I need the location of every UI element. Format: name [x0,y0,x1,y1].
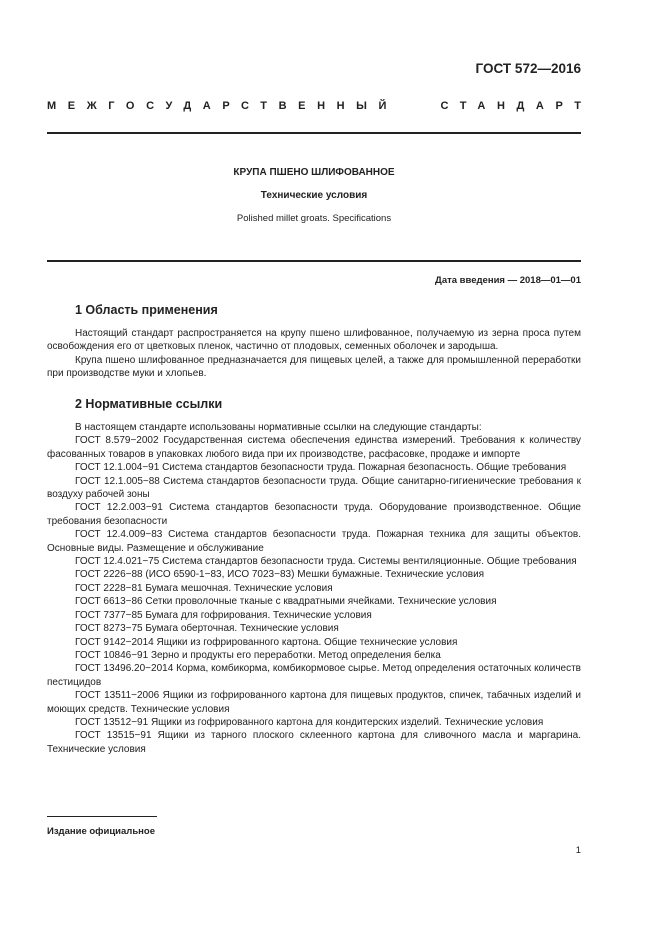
reference-item: ГОСТ 2226−88 (ИСО 6590-1−83, ИСО 7023−83) Мешки бумажные. Технические условия [75,569,485,581]
paragraph: Настоящий стандарт распространяется на крупу пшено шлифованное, получаемую из зерна проса путем освобождения его от цветковых пленок, частично от плодовых, семенных оболочек и зародыша. [47,328,581,353]
official-edition-note: Издание официальное [47,826,155,837]
reference-item: ГОСТ 10846−91 Зерно и продукты его переработки. Метод определения белка [75,649,441,661]
reference-item: ГОСТ 12.2.003−91 Система стандартов безопасности труда. Оборудование производственное. Общие требования безопасности [47,502,581,527]
reference-item: ГОСТ 13511−2006 Ящики из гофрированного картона для пищевых продуктов, спичек, табачных изделий и моющих средств. Технические условия [47,690,581,715]
page-number: 1 [575,845,581,856]
footer-divider [47,816,157,817]
banner-word-interstate: МЕЖГОСУДАРСТВЕННЫЙ [47,100,399,112]
reference-item: ГОСТ 12.4.009−83 Система стандартов безопасности труда. Пожарная техника для защиты объектов. Основные виды. Размещение и обслуживание [47,529,581,554]
standard-banner [47,100,593,112]
reference-item: ГОСТ 6613−86 Сетки проволочные тканые с квадратными ячейками. Технические условия [75,596,497,608]
reference-item: ГОСТ 13496.20−2014 Корма, комбикорма, комбикормовое сырье. Метод определения остаточных количеств пестицидов [47,663,581,688]
document-title: КРУПА ПШЕНО ШЛИФОВАННОЕ [233,167,395,178]
document-subtitle: Технические условия [260,190,368,201]
reference-item: ГОСТ 8273−75 Бумага оберточная. Технические условия [75,623,339,635]
banner-word-standard: СТАНДАРТ [440,100,593,112]
paragraph: В настоящем стандарте использованы нормативные ссылки на следующие стандарты: [75,422,482,433]
english-title: Polished millet groats. Specifications [236,213,392,224]
header-divider [47,132,581,134]
document-code: ГОСТ 572—2016 [475,61,581,76]
section-2-heading: 2 Нормативные ссылки [75,397,223,411]
title-divider [47,260,581,262]
section-2-body [47,421,581,756]
paragraph: Крупа пшено шлифованное предназначается для пищевых целей, а также для промышленной переработки при производстве муки и хлопьев. [47,354,581,380]
reference-item: ГОСТ 12.4.021−75 Система стандартов безопасности труда. Системы вентиляционные. Общие требования [75,556,577,568]
section-1-heading: 1 Область применения [75,303,218,317]
reference-item: ГОСТ 2228−81 Бумага мешочная. Технические условия [75,582,333,594]
section-1-body [47,327,581,381]
reference-item: ГОСТ 12.1.004−91 Система стандартов безопасности труда. Пожарная безопасность. Общие требования [75,462,567,474]
reference-item: ГОСТ 7377−85 Бумага для гофрирования. Технические условия [75,609,372,621]
reference-item: ГОСТ 12.1.005−88 Система стандартов безопасности труда. Общие санитарно-гигиенические требования к воздуху рабочей зоны [47,475,581,501]
reference-item: ГОСТ 13512−91 Ящики из гофрированного картона для кондитерских изделий. Технические условия [75,716,544,728]
reference-item: ГОСТ 8.579−2002 Государственная система обеспечения единства измерений. Требования к количеству фасованных товаров в упаковках любого вида при их производстве, расфасовке, продаже и импорте [47,435,581,460]
introduction-date: Дата введения — 2018—01—01 [435,275,581,286]
reference-item: ГОСТ 13515−91 Ящики из тарного плоского склеенного картона для сливочного масла и маргарина. Технические условия [47,730,581,755]
reference-item: ГОСТ 9142−2014 Ящики из гофрированного картона. Общие технические условия [75,636,458,648]
